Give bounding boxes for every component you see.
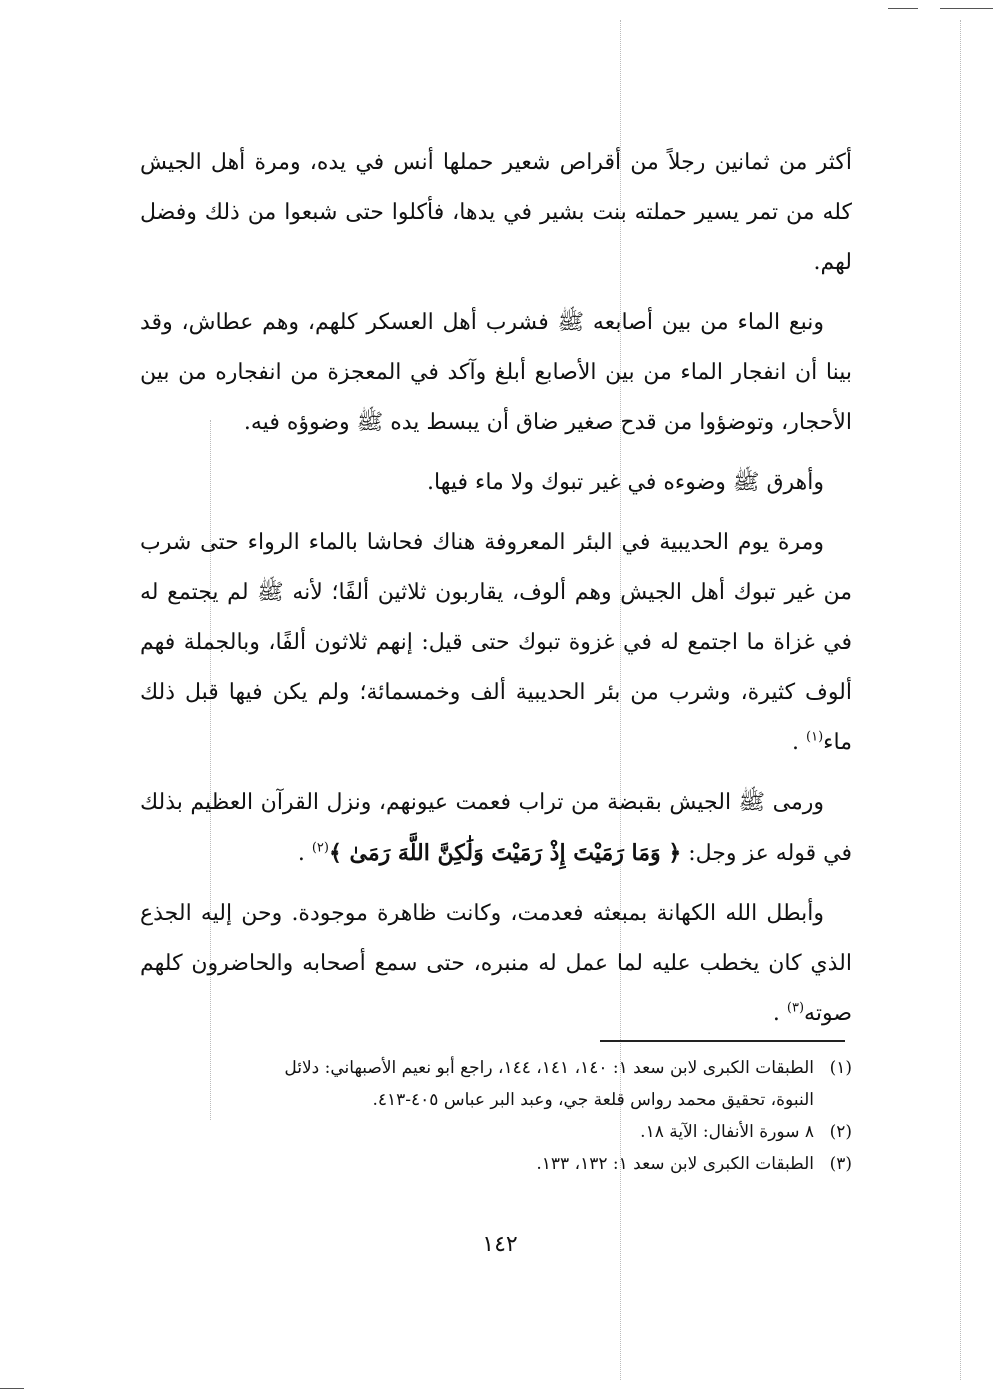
footnote-ref: (٣) bbox=[786, 1000, 805, 1016]
footnote: (١)الطبقات الكبرى لابن سعد ١: ١٤٠، ١٤١، ١٤٤، راجع أبو نعيم الأصبهاني: دلائل bbox=[284, 1058, 852, 1078]
footnote-ref: (١) bbox=[806, 729, 824, 745]
paragraph: وأهرق ﷺ وضوءه في غير تبوك ولا ماء فيها. bbox=[427, 470, 824, 495]
footnote-ref: (٢) bbox=[311, 840, 329, 856]
footnote: (٢)٨ سورة الأنفال: الآية ١٨. bbox=[640, 1122, 852, 1142]
scan-edge-mark bbox=[888, 8, 918, 9]
paragraph: أكثر من ثمانين رجلاً من أقراص شعير حملها أنس في يده، ومرة أهل الجيش كله من تمر يسير حملته بنت بشير في يدها، فأكلوا حتى شبعوا من ذلك وفضل لهم. bbox=[140, 150, 852, 275]
footnote: (٣)الطبقات الكبرى لابن سعد ١: ١٣٢، ١٣٣. bbox=[536, 1154, 852, 1174]
quran-verse: ﴿ وَمَا رَمَيْتَ إِذْ رَمَيْتَ وَلَٰكِنَّ اللَّهَ رَمَىٰ ﴾ bbox=[328, 840, 682, 866]
scan-edge-mark bbox=[0, 1388, 24, 1389]
page-number: ١٤٢ bbox=[482, 1232, 518, 1257]
main-text bbox=[140, 138, 852, 1049]
paragraph: ومرة يوم الحديبية في البئر المعروفة هناك فحاشا بالماء الرواء حتى شرب من غير تبوك أهل الجيش وهم ألوف، يقاربون ثلاثين ألفًا؛ لأنه ﷺ لم يجتمع له في غزاة ما اجتمع له في غزوة تبوك حتى قيل: إنهم ثلاثون ألفًا، وبالجملة فهم ألوف كثيرة، وشرب من بئر الحديبية ألف وخمسمائة؛ ولم يكن فيها قبل ذلك ماء$^{(١)}$ . bbox=[140, 530, 852, 755]
footnote-divider bbox=[600, 1040, 845, 1042]
paragraph: وأبطل الله الكهانة بمبعثه فعدمت، وكانت ظاهرة موجودة. وحن إليه الجذع الذي كان يخطب عليه لما عمل له منبره، حتى سمع أصحابه والحاضرون كلهم صوته$^{(٣)}$ . bbox=[140, 901, 852, 1026]
scan-dots bbox=[960, 20, 961, 1380]
scan-edge-mark bbox=[940, 8, 993, 9]
paragraph: ورمى ﷺ الجيش بقبضة من تراب فعمت عيونهم، ونزل القرآن العظيم بذلك في قوله عز وجل: ﴿ وَمَا رَمَيْتَ إِذْ رَمَيْتَ وَلَٰكِنَّ اللَّهَ رَمَىٰ ﴾$^{(٢)}$ . bbox=[140, 790, 852, 866]
paragraph: ونبع الماء من بين أصابعه ﷺ فشرب أهل العسكر كلهم، وهم عطاش، وقد بينا أن انفجار الماء من بين الأصابع أبلغ وآكد في المعجزة من انفجاره من بين الأحجار، وتوضؤوا من قدح صغير ضاق أن يبسط يده ﷺ وضوؤه فيه. bbox=[140, 310, 852, 435]
footnote-continuation: النبوة، تحقيق محمد رواس قلعة جي، وعبد البر عباس ٤٠٥-٤١٣. bbox=[372, 1090, 814, 1110]
footnotes bbox=[140, 1052, 852, 1180]
